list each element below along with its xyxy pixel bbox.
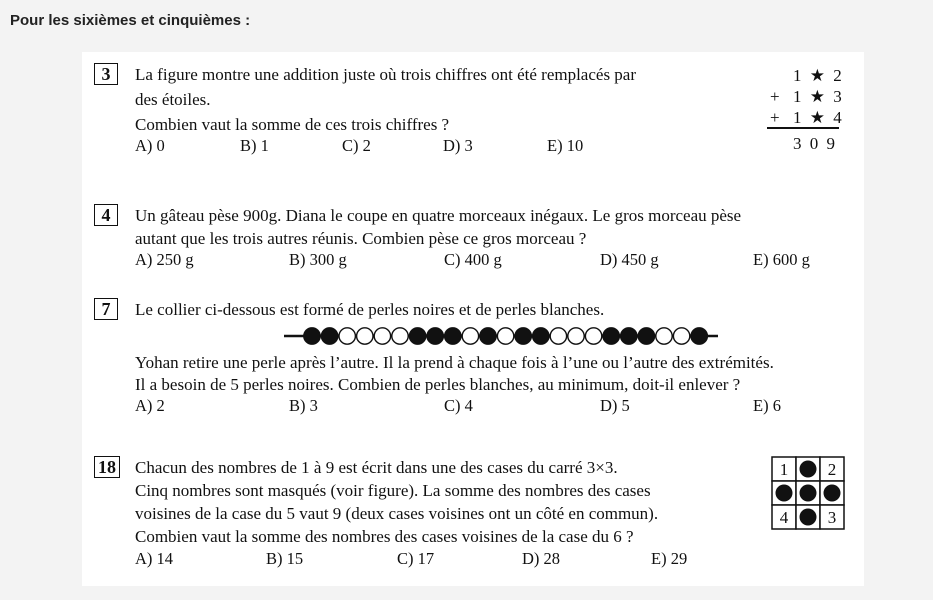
answer-option[interactable]: C) 2 <box>342 136 371 155</box>
problem-text-line: voisines de la case du 5 vaut 9 (deux cases voisines ont un côté en commun). <box>135 504 659 523</box>
black-bead <box>621 328 637 344</box>
white-bead <box>656 328 672 344</box>
black-bead <box>515 328 531 344</box>
white-bead <box>673 328 689 344</box>
answer-option[interactable]: B) 300 g <box>289 250 347 269</box>
black-bead <box>445 328 461 344</box>
answer-option[interactable]: C) 17 <box>397 549 435 568</box>
masked-cell-dot <box>824 485 841 502</box>
problem-text-line: Yohan retire une perle après l’autre. Il la prend à chaque fois à l’une ou l’autre des extrémités. <box>135 353 774 372</box>
answer-option[interactable]: C) 400 g <box>444 250 502 269</box>
problem-text-line: Combien vaut la somme de ces trois chiffres ? <box>135 115 450 134</box>
black-bead <box>321 328 337 344</box>
problem-number: 7 <box>94 298 118 320</box>
answer-option[interactable]: E) 600 g <box>753 250 810 269</box>
answer-option[interactable]: B) 3 <box>289 396 318 415</box>
white-bead <box>568 328 584 344</box>
masked-cell-dot <box>800 509 817 526</box>
white-bead <box>585 328 601 344</box>
grid-cell-number: 3 <box>827 508 837 527</box>
addition-result: 3 0 9 <box>793 134 837 153</box>
answer-option[interactable]: A) 2 <box>135 396 165 415</box>
white-bead <box>339 328 355 344</box>
problem-text-line: des étoiles. <box>135 90 211 109</box>
problem-text-line: Le collier ci-dessous est formé de perles noires et de perles blanches. <box>135 300 605 319</box>
problem-number: 4 <box>94 204 118 226</box>
answer-option[interactable]: D) 3 <box>443 136 473 155</box>
white-bead <box>357 328 373 344</box>
black-bead <box>480 328 496 344</box>
grid-cell-number: 1 <box>779 460 789 479</box>
problems-card <box>82 52 864 586</box>
masked-cell-dot <box>800 485 817 502</box>
answer-option[interactable]: A) 0 <box>135 136 165 155</box>
white-bead <box>497 328 513 344</box>
problem-text-line: Un gâteau pèse 900g. Diana le coupe en quatre morceaux inégaux. Le gros morceau pèse <box>135 206 742 225</box>
addition-row: 1 ★ 2 <box>793 66 844 85</box>
problem-text-line: Combien vaut la somme des nombres des cases voisines de la case du 6 ? <box>135 527 634 546</box>
black-bead <box>533 328 549 344</box>
answer-option[interactable]: B) 15 <box>266 549 304 568</box>
problem-text-line: autant que les trois autres réunis. Combien pèse ce gros morceau ? <box>135 229 587 248</box>
page-heading: Pour les sixièmes et cinquièmes : <box>10 12 251 29</box>
white-bead <box>462 328 478 344</box>
answer-option[interactable]: B) 1 <box>240 136 269 155</box>
black-bead <box>304 328 320 344</box>
answer-option[interactable]: C) 4 <box>444 396 473 415</box>
answer-option[interactable]: E) 10 <box>547 136 584 155</box>
black-bead <box>638 328 654 344</box>
problem-text-line: Cinq nombres sont masqués (voir figure). La somme des nombres des cases <box>135 481 651 500</box>
problem-number: 3 <box>94 63 118 85</box>
answer-option[interactable]: D) 5 <box>600 396 630 415</box>
problem-number: 18 <box>94 456 120 478</box>
black-bead <box>409 328 425 344</box>
grid-cell-number: 4 <box>779 508 789 527</box>
white-bead <box>392 328 408 344</box>
answer-option[interactable]: D) 28 <box>522 549 561 568</box>
problem-text-line: La figure montre une addition juste où trois chiffres ont été remplacés par <box>135 65 637 84</box>
black-bead <box>603 328 619 344</box>
black-bead <box>427 328 443 344</box>
answer-option[interactable]: E) 29 <box>651 549 688 568</box>
answer-option[interactable]: E) 6 <box>753 396 781 415</box>
plus-sign: + <box>770 87 782 106</box>
answer-option[interactable]: A) 250 g <box>135 250 194 269</box>
answer-option[interactable]: D) 450 g <box>600 250 659 269</box>
addition-row: 1 ★ 4 <box>793 108 844 127</box>
answer-option[interactable]: A) 14 <box>135 549 174 568</box>
problem-text-line: Chacun des nombres de 1 à 9 est écrit dans une des cases du carré 3×3. <box>135 458 618 477</box>
addition-rule <box>767 127 839 129</box>
black-bead <box>691 328 707 344</box>
addition-row: 1 ★ 3 <box>793 87 844 106</box>
plus-sign: + <box>770 108 782 127</box>
masked-cell-dot <box>776 485 793 502</box>
white-bead <box>374 328 390 344</box>
white-bead <box>550 328 566 344</box>
necklace-figure <box>282 322 722 350</box>
problem-text-line: Il a besoin de 5 perles noires. Combien de perles blanches, au minimum, doit-il enlever ? <box>135 375 741 394</box>
masked-cell-dot <box>800 461 817 478</box>
grid-cell-number: 2 <box>827 460 837 479</box>
number-grid-figure <box>770 455 846 531</box>
